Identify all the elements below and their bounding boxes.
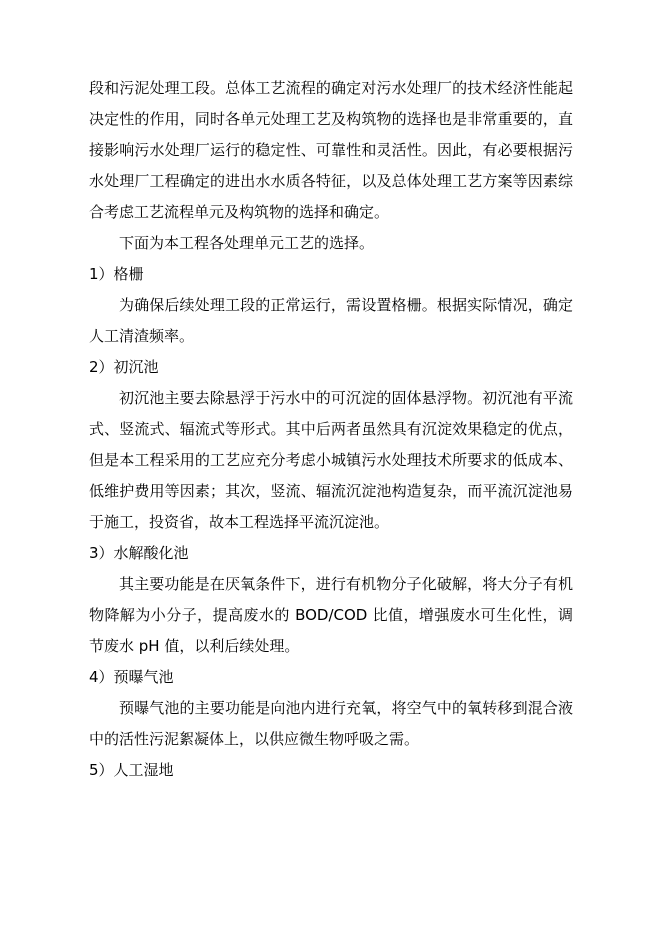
section-heading-hydrolysis-tank: 3）水解酸化池	[89, 544, 189, 562]
body-paragraph: 下面为本工程各处理单元工艺的选择。	[119, 234, 375, 252]
body-paragraph: 预曝气池的主要功能是向池内进行充氧，将空气中的氧转移到混合液中的活性污泥絮凝体上，以供应微生物呼吸之需。	[89, 699, 573, 748]
body-paragraph: 为确保后续处理工段的正常运行，需设置格栅。根据实际情况，确定人工清渣频率。	[89, 296, 573, 345]
body-paragraph: 其主要功能是在厌氧条件下，进行有机物分子化破解，将大分子有机物降解为小分子，提高废水的 BOD/COD 比值，增强废水可生化性，调节废水 pH 值，以利后续处理。	[89, 575, 573, 655]
body-paragraph: 段和污泥处理工段。总体工艺流程的确定对污水处理厂的技术经济性能起决定性的作用，同时各单元处理工艺及构筑物的选择也是非常重要的，直接影响污水处理厂运行的稳定性、可靠性和灵活性。因此，有必要根据污水处理厂工程确定的进出水水质各特征，以及总体处理工艺方案等因素综合考虑工艺流程单元及构筑物的选择和确定。	[89, 79, 573, 221]
body-paragraph: 初沉池主要去除悬浮于污水中的可沉淀的固体悬浮物。初沉池有平流式、竖流式、辐流式等形式。其中后两者虽然具有沉淀效果稳定的优点，但是本工程采用的工艺应充分考虑小城镇污水处理技术所要求的低成本、低维护费用等因素；其次，竖流、辐流沉淀池构造复杂，而平流沉淀池易于施工，投资省，故本工程选择平流沉淀池。	[89, 389, 573, 531]
section-heading-pre-aeration-tank: 4）预曝气池	[89, 668, 174, 686]
document-page	[89, 73, 573, 786]
section-heading-primary-clarifier: 2）初沉池	[89, 358, 159, 376]
section-heading-constructed-wetland: 5）人工湿地	[89, 761, 174, 779]
section-heading-grille: 1）格栅	[89, 265, 144, 283]
